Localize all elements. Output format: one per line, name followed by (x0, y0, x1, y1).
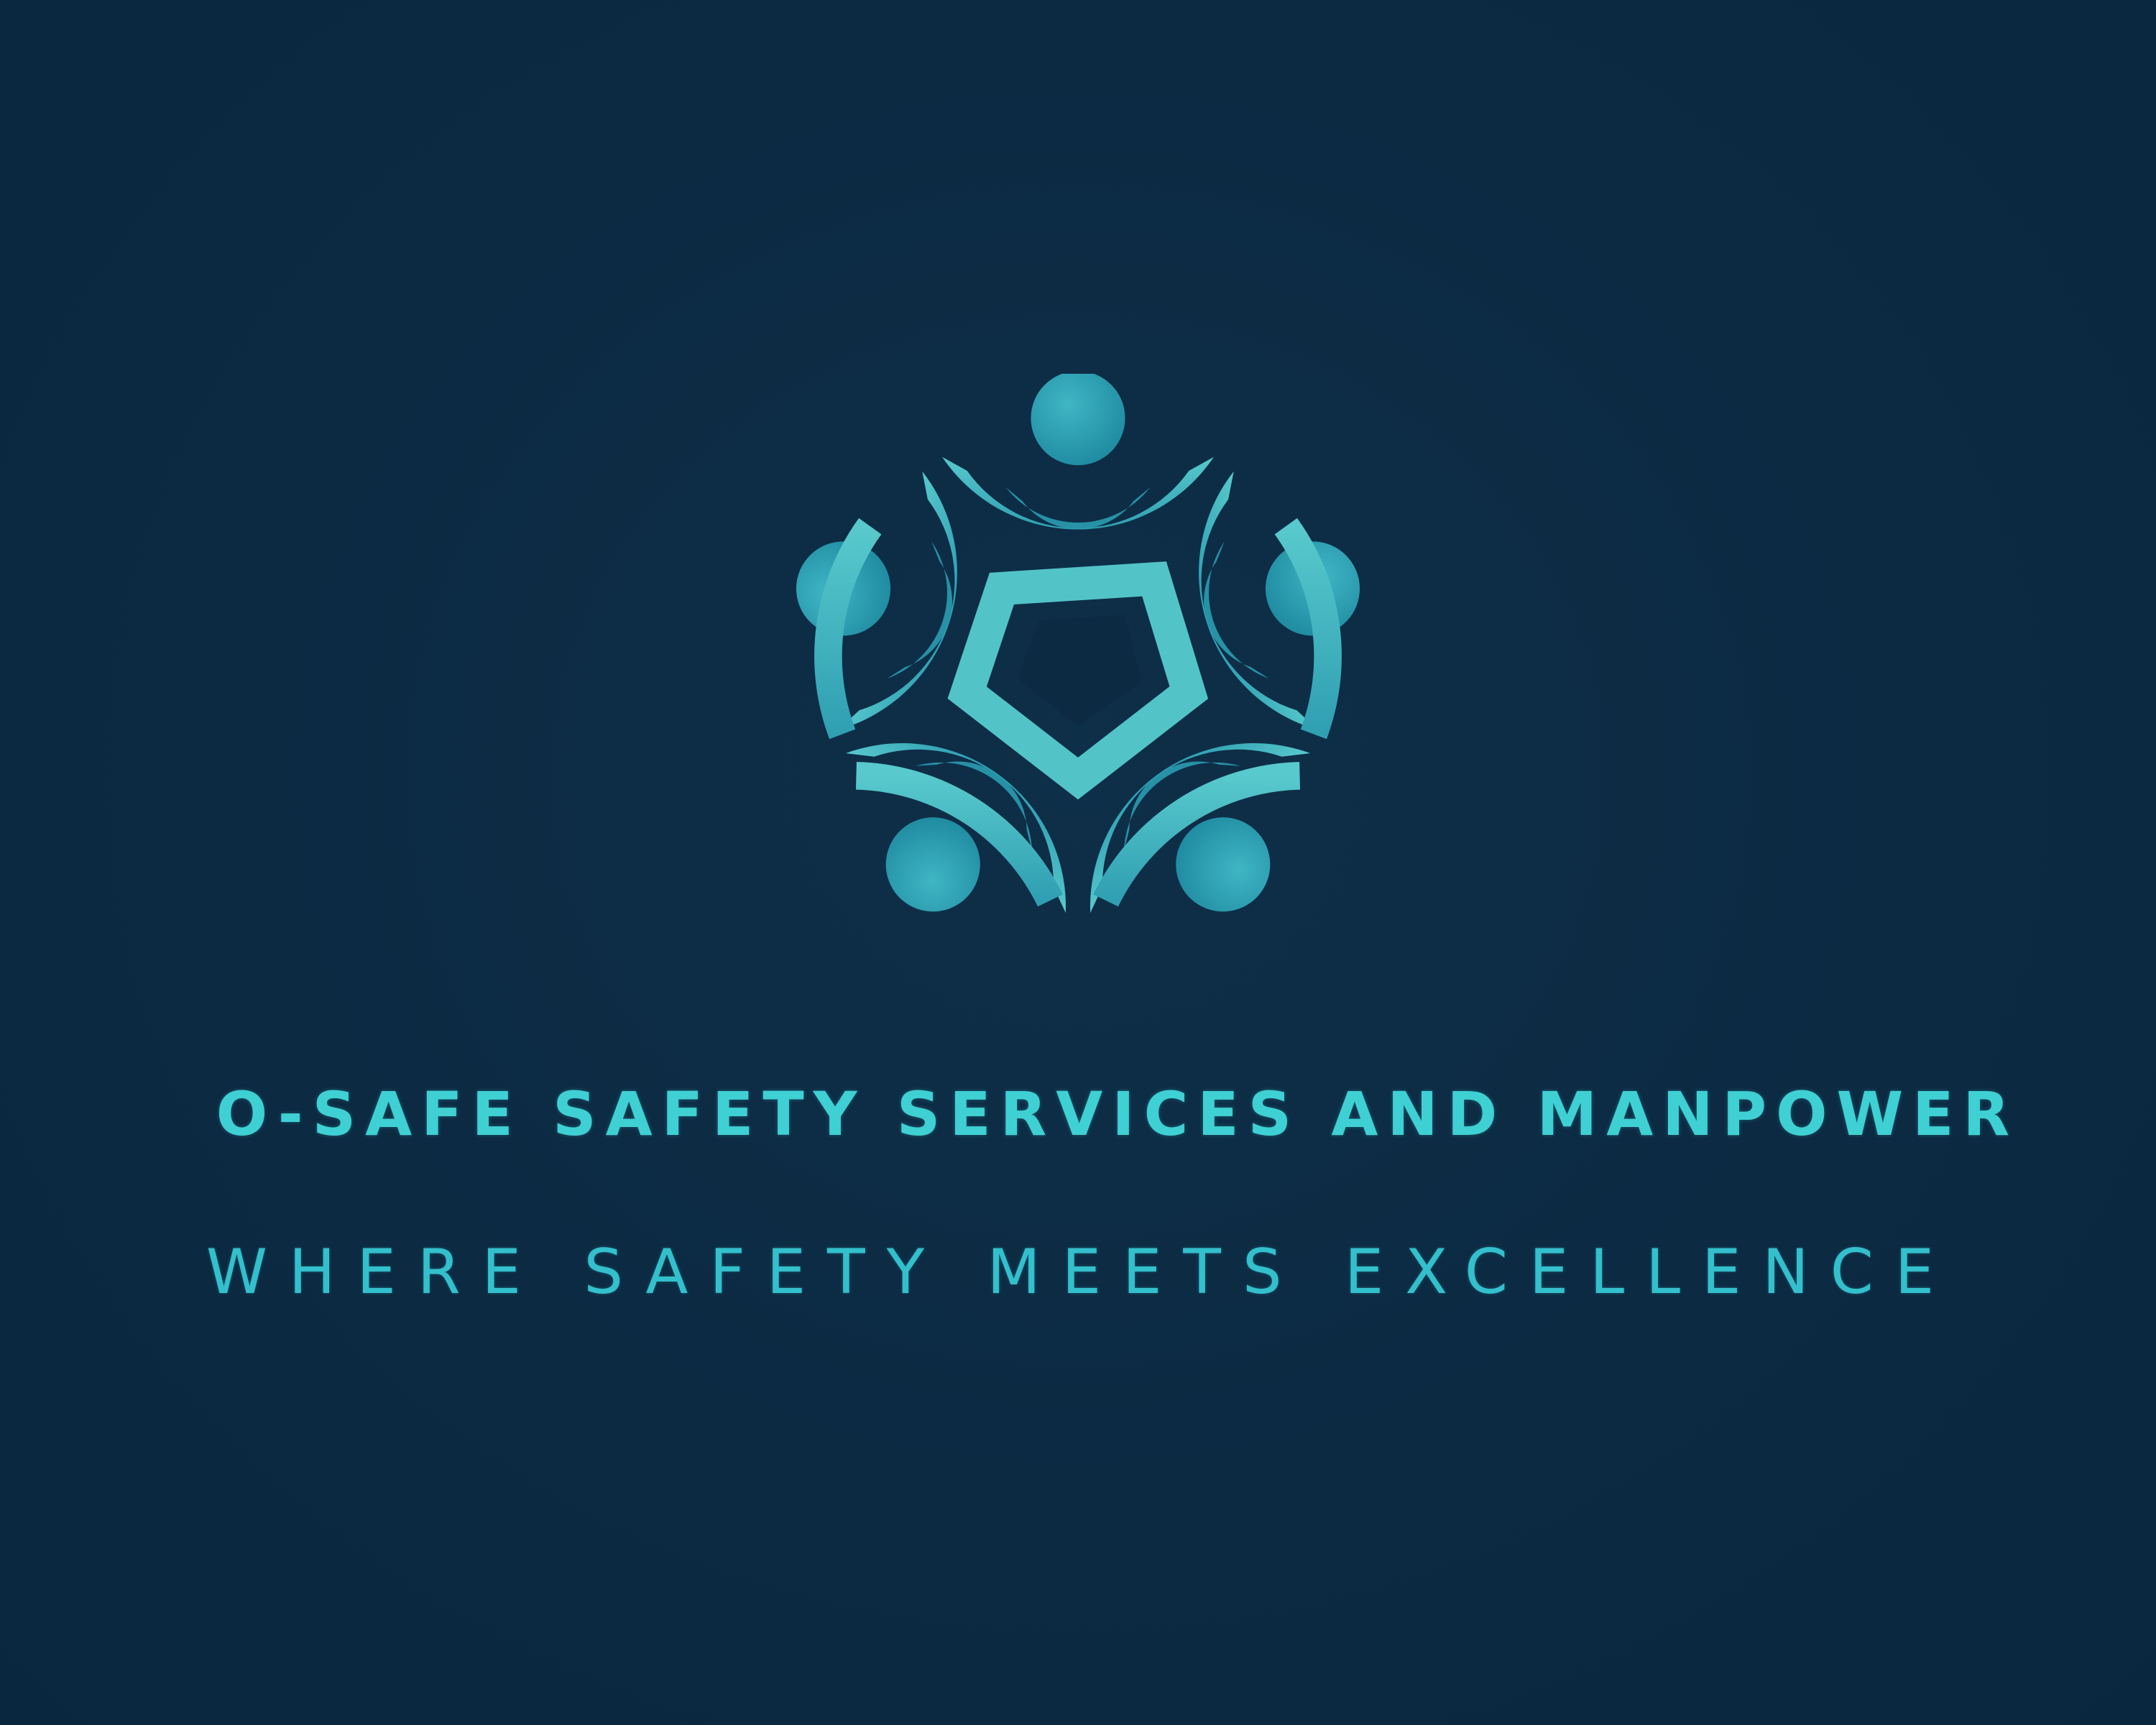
tagline: WHERE SAFETY MEETS EXCELLENCE (206, 1236, 1956, 1308)
people-circle-pentagon-icon (787, 374, 1369, 956)
company-name: O-SAFE SAFETY SERVICES AND MANPOWER (216, 1079, 2019, 1149)
